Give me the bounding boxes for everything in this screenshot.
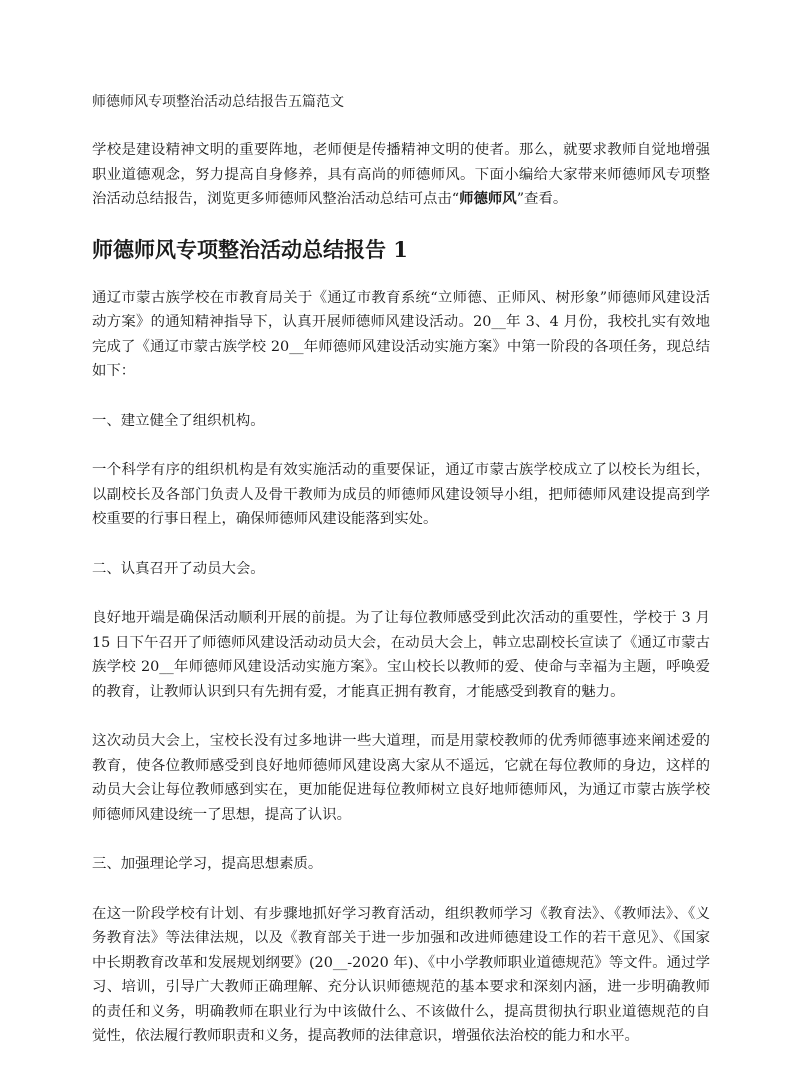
report-paragraph-1: 通辽市蒙古族学校在市教育局关于《通辽市教育系统“立师德、正师风、树形象”师德师风建设活动方案》的通知精神指导下，认真开展师德师风建设活动。20__年 3、4 月份，我校扎实有效地完成了《通辽市蒙古族学校 20__年师德师风建设活动实施方案》中第一阶段的各项任务，现总结如下： bbox=[92, 289, 710, 379]
teacher-ethics-link[interactable]: 师德师风 bbox=[459, 190, 517, 207]
report-paragraph-5: 在这一阶段学校有计划、有步骤地抓好学习教育活动，组织教师学习《教育法》、《教师法》、《义务教育法》等法律法规，以及《教育部关于进一步加强和改进师德建设工作的若干意见》、《国家中长期教育改革和发展规划纲要》(20__-2020 年)、《中小学教师职业道德规范》等文件。通过学习、培训，引导广大教师正确理解、充分认识师德规范的基本要求和深刻内涵，进一步明确教师的责任和义务，明确教师在职业行为中该做什么、不该做什么，提高贯彻执行职业道德规范的自觉性，依法履行教师职责和义务，提高教师的法律意识，增强依法治校的能力和水平。 bbox=[92, 905, 710, 1044]
intro-text-after: ”查看。 bbox=[516, 191, 568, 207]
intro-text-before: 学校是建设精神文明的重要阵地，老师便是传播精神文明的使者。那么，就要求教师自觉地增强职业道德观念，努力提高自身修养，具有高尚的师德师风。下面小编给大家带来师德师风专项整治活动总结报告，浏览更多师德师风整治活动总结可点击“ bbox=[92, 142, 710, 207]
report-paragraph-4: 这次动员大会上，宝校长没有过多地讲一些大道理，而是用蒙校教师的优秀师德事迹来阐述爱的教育，使各位教师感受到良好地师德师风建设离大家从不遥远，它就在每位教师的身边，这样的动员大会让每位教师感到实在，更加能促进每位教师树立良好地师德师风，为通辽市蒙古族学校师德师风建设统一了思想，提高了认识。 bbox=[92, 733, 710, 823]
document-title: 师德师风专项整治活动总结报告五篇范文 bbox=[92, 94, 344, 110]
document-page bbox=[92, 92, 710, 1074]
section-heading-3: 三、加强理论学习，提高思想素质。 bbox=[92, 856, 323, 872]
report-paragraph-2: 一个科学有序的组织机构是有效实施活动的重要保证，通辽市蒙古族学校成立了以校长为组长，以副校长及各部门负责人及骨干教师为成员的师德师风建设领导小组，把师德师风建设提高到学校重要的行事日程上，确保师德师风建设能落到实处。 bbox=[92, 462, 710, 527]
report-heading: 师德师风专项整治活动总结报告 1 bbox=[92, 236, 408, 262]
section-heading-1: 一、建立健全了组织机构。 bbox=[92, 412, 265, 429]
report-paragraph-3: 良好地开端是确保活动顺利开展的前提。为了让每位教师感受到此次活动的重要性，学校于 3 月 15 日下午召开了师德师风建设活动动员大会，在动员大会上，韩立忠副校长宣读了《通辽市蒙古族学校 20__年师德师风建设活动实施方案》。宝山校长以教师的爱、使命与幸福为主题，呼唤爱的教育，让教师认识到只有先拥有爱，才能真正拥有教育，才能感受到教育的魅力。 bbox=[92, 610, 710, 700]
section-heading-2: 二、认真召开了动员大会。 bbox=[92, 560, 265, 577]
intro-paragraph bbox=[92, 138, 710, 212]
